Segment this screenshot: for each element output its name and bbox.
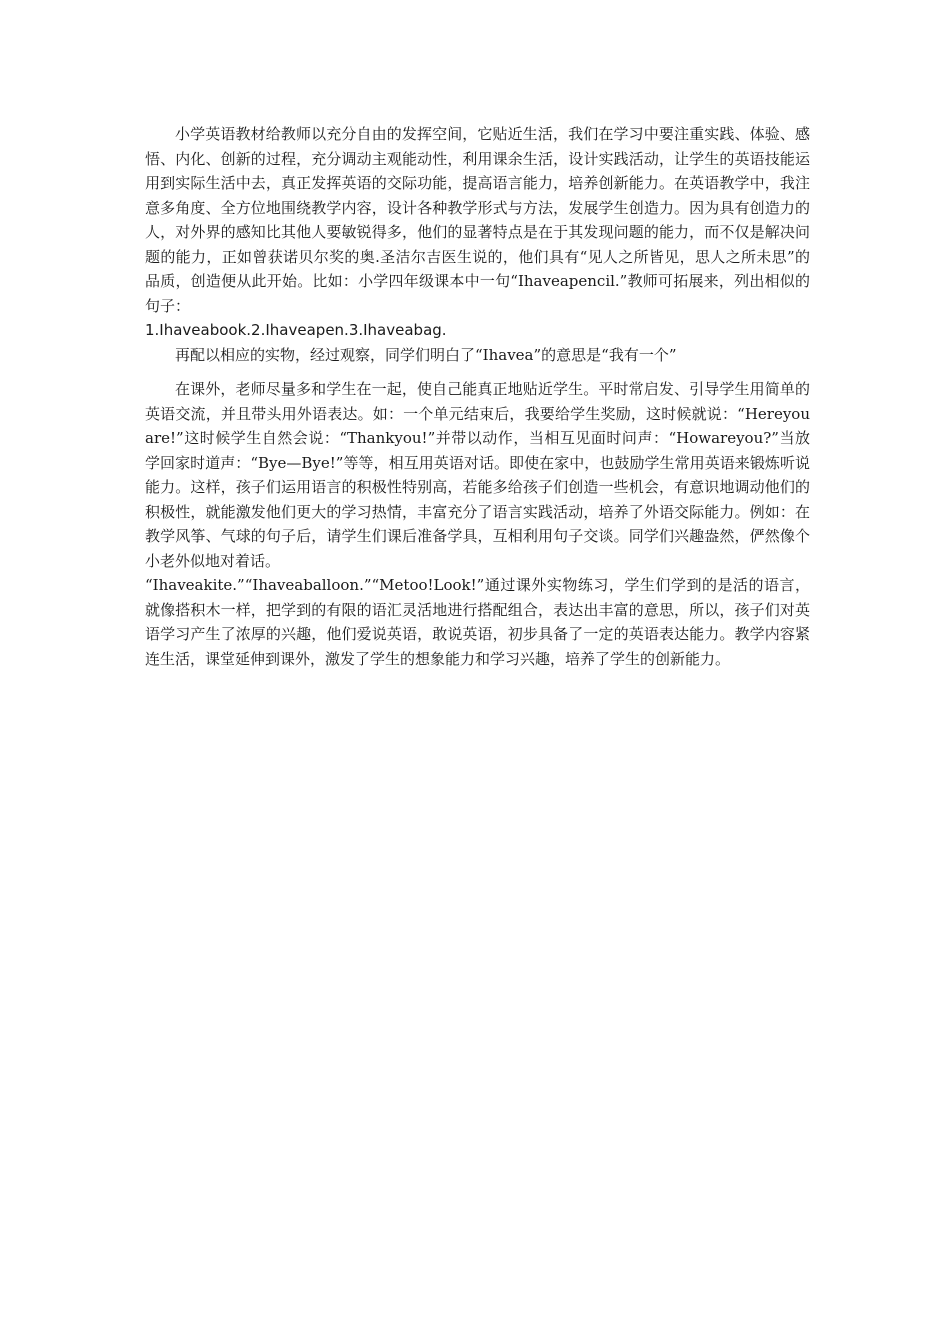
paragraph-spacer: [145, 367, 810, 377]
body-paragraph-meaning: 再配以相应的实物，经过观察，同学们明白了“Ihavea”的意思是“我有一个”: [175, 345, 677, 364]
body-paragraph-outside-class: 在课外，老师尽量多和学生在一起，使自己能真正地贴近学生。平时常启发、引导学生用简单的英语交流，并且带头用外语表达。如：一个单元结束后，我要给学生奖励，这时候就说：“Hereyouare!”这时候学生自然会说：“Thankyou!”并带以动作，当相互见面时问声：“Howareyou?”当放学回家时道声：“Bye—Bye!”等等，相互用英语对话。即使在家中，也鼓励学生常用英语来锻炼听说能力。这样，孩子们运用语言的积极性特别高，若能多给孩子们创造一些机会，有意识地调动他们的积极性，就能激发他们更大的学习热情，丰富充分了语言实践活动，培养了外语交际能力。例如：在教学风筝、气球的句子后，请学生们课后准备学具，互相利用句子交谈。同学们兴趣盎然，俨然像个小老外似地对着话。: [145, 380, 810, 570]
document-page: [145, 122, 810, 671]
example-sentences-line: 1.Ihaveabook.2.Ihaveapen.3.Ihaveabag.: [145, 321, 447, 339]
body-paragraph-conclusion: “Ihaveakite.”“Ihaveaballoon.”“Metoo!Look!”通过课外实物练习，学生们学到的是活的语言，就像搭积木一样，把学到的有限的语汇灵活地进行搭配组合，表达出丰富的意思，所以，孩子们对英语学习产生了浓厚的兴趣，他们爱说英语，敢说英语，初步具备了一定的英语表达能力。教学内容紧连生活，课堂延伸到课外，激发了学生的想象能力和学习兴趣，培养了学生的创新能力。: [145, 576, 810, 668]
body-paragraph-intro: 小学英语教材给教师以充分自由的发挥空间，它贴近生活，我们在学习中要注重实践、体验、感悟、内化、创新的过程，充分调动主观能动性，利用课余生活，设计实践活动，让学生的英语技能运用到实际生活中去，真正发挥英语的交际功能，提高语言能力，培养创新能力。在英语教学中，我注意多角度、全方位地围绕教学内容，设计各种教学形式与方法，发展学生创造力。因为具有创造力的人，对外界的感知比其他人要敏锐得多，他们的显著特点是在于其发现问题的能力，而不仅是解决问题的能力，正如曾获诺贝尔奖的奥.圣洁尔吉医生说的，他们具有“见人之所皆见，思人之所未思”的品质，创造便从此开始。比如：小学四年级课本中一句“Ihaveapencil.”教师可拓展来，列出相似的句子：: [145, 125, 810, 315]
